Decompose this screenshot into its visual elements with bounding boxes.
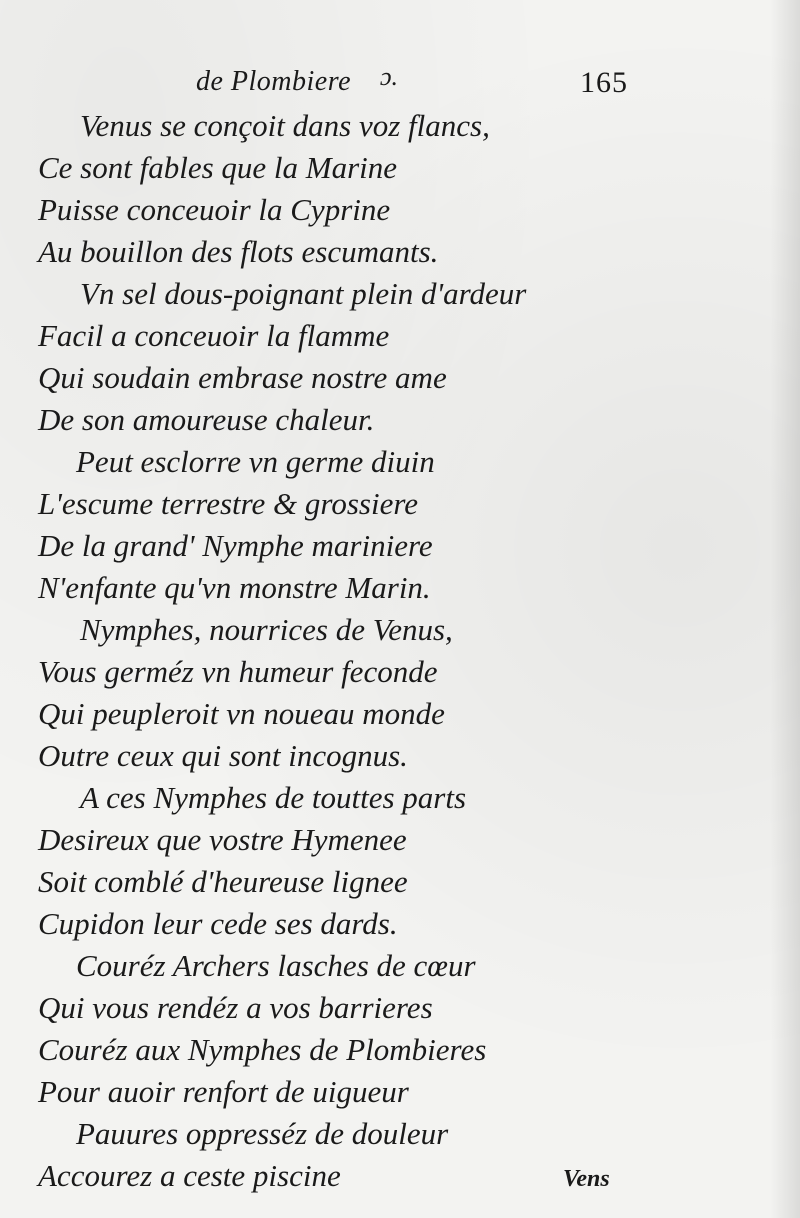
verse-line: Venus se conçoit dans voz flancs, <box>80 108 490 143</box>
verse-line: Qui peupleroit vn noueau monde <box>38 696 445 731</box>
verse-line: A ces Nymphes de touttes parts <box>80 780 467 815</box>
verse-line: Facil a conceuoir la flamme <box>38 318 390 353</box>
verse-line: Qui vous rendéz a vos barrieres <box>38 990 433 1025</box>
verse-line: Vous germéz vn humeur feconde <box>38 654 438 689</box>
verse-line: Couréz Archers lasches de cœur <box>76 948 476 983</box>
verse-line: Cupidon leur cede ses dards. <box>38 906 398 941</box>
verse-line: Nymphes, nourrices de Venus, <box>80 612 453 647</box>
verse-line: N'enfante qu'vn monstre Marin. <box>38 570 431 605</box>
verse-line: Pour auoir renfort de uigueur <box>38 1074 409 1109</box>
page-edge-shadow <box>770 0 800 1218</box>
verse-line: Vn sel dous-poignant plein d'ardeur <box>80 276 527 311</box>
verse-line: L'escume terrestre & grossiere <box>38 486 419 521</box>
title-ornament: ɔ. <box>380 62 399 91</box>
catchword: Vens <box>563 1166 610 1192</box>
running-title: de Plombiere <box>196 66 352 97</box>
page-number: 165 <box>580 66 628 99</box>
verse-line: Soit comblé d'heureuse lignee <box>38 864 408 899</box>
verse-line: Accourez a ceste piscine <box>38 1158 341 1193</box>
verse-line: Couréz aux Nymphes de Plombieres <box>38 1032 487 1067</box>
verse-line: Au bouillon des flots escumants. <box>38 234 439 269</box>
verse-line: Puisse conceuoir la Cyprine <box>38 192 391 227</box>
verse-line: Pauures oppresséz de douleur <box>76 1116 449 1151</box>
verse-line: De la grand' Nymphe mariniere <box>38 528 433 563</box>
verse-line: De son amoureuse chaleur. <box>38 402 375 437</box>
verse-line: Desireux que vostre Hymenee <box>38 822 407 857</box>
verse-line: Ce sont fables que la Marine <box>38 150 398 185</box>
verse-line: Outre ceux qui sont incognus. <box>38 738 408 773</box>
verse-line: Peut esclorre vn germe diuin <box>76 444 435 479</box>
verse-line: Qui soudain embrase nostre ame <box>38 360 447 395</box>
